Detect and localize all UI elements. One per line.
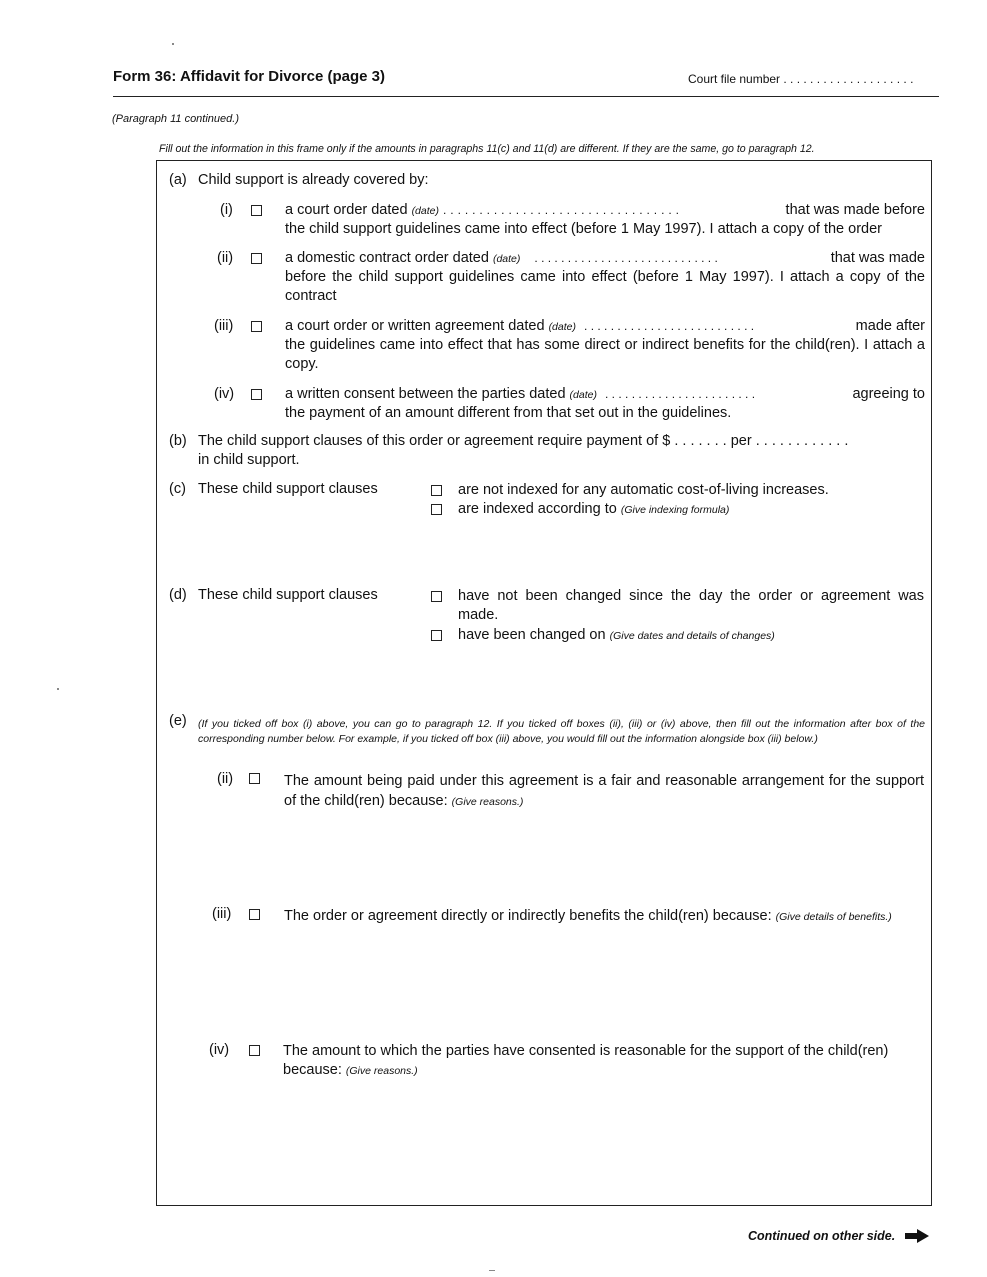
item-e-iii-text bbox=[284, 906, 926, 927]
section-b-line2: in child support. bbox=[198, 452, 300, 468]
item-a-iv-rest: the payment of an amount different from that set out in the guidelines. bbox=[285, 405, 732, 421]
item-a-i-text-end: that was made before bbox=[785, 202, 925, 218]
date-hint: (date) bbox=[548, 321, 576, 333]
information-frame bbox=[156, 160, 932, 1206]
item-e-ii-text bbox=[284, 771, 924, 812]
changes-details-field[interactable] bbox=[458, 649, 923, 709]
date-fill-line[interactable]: . . . . . . . . . . . . . . . . . . . . . . . . . . . . bbox=[534, 251, 718, 265]
give-reasons-hint: (Give reasons.) bbox=[345, 1065, 418, 1077]
not-indexed-option: are not indexed for any automatic cost-of-living increases. bbox=[458, 482, 829, 498]
item-e-ii-statement: The amount being paid under this agreement is a fair and reasonable arrangement for the support of the child(ren) because: bbox=[284, 773, 924, 809]
item-a-iv-checkbox[interactable] bbox=[251, 389, 262, 400]
item-a-i-rest: the child support guidelines came into effect (before 1 May 1997). I attach a copy of the order bbox=[285, 221, 882, 237]
continued-on-other-side: Continued on other side. bbox=[748, 1229, 896, 1243]
indexed-checkbox[interactable] bbox=[431, 504, 442, 515]
item-e-ii-number: (ii) bbox=[217, 771, 234, 787]
item-e-iv-reasons-field[interactable] bbox=[283, 1086, 923, 1186]
section-a-label: (a) bbox=[169, 172, 187, 188]
date-hint: (date) bbox=[569, 389, 597, 401]
changed-option bbox=[458, 626, 928, 646]
date-hint: (date) bbox=[411, 205, 439, 217]
indexing-formula-field[interactable] bbox=[458, 523, 923, 578]
item-e-iv-number: (iv) bbox=[209, 1042, 230, 1058]
item-a-i-text: a court order dated bbox=[285, 202, 408, 218]
item-a-i-line1 bbox=[285, 201, 925, 221]
item-e-iii-number: (iii) bbox=[212, 906, 232, 922]
not-changed-checkbox[interactable] bbox=[431, 591, 442, 602]
scan-speck bbox=[489, 1270, 495, 1271]
item-e-ii-reasons-field[interactable] bbox=[284, 816, 924, 896]
not-changed-option: have not been changed since the day the order or agreement was made. bbox=[458, 588, 924, 623]
section-a-intro: Child support is already covered by: bbox=[198, 172, 429, 188]
frame-instruction: Fill out the information in this frame only if the amounts in paragraphs 11(c) and 11(d) are different. If they are the same, go to paragraph 12. bbox=[159, 143, 815, 155]
indexed-option-text: are indexed according to bbox=[458, 501, 617, 517]
scan-speck bbox=[57, 688, 59, 690]
date-fill-line[interactable]: . . . . . . . . . . . . . . . . . . . . . . . bbox=[605, 387, 756, 401]
item-a-iv-text-end: agreeing to bbox=[852, 386, 925, 402]
changes-details-hint: (Give dates and details of changes) bbox=[609, 630, 775, 642]
changed-option-text: have been changed on bbox=[458, 627, 606, 643]
indexing-formula-hint: (Give indexing formula) bbox=[620, 504, 730, 516]
item-a-iii-checkbox[interactable] bbox=[251, 321, 262, 332]
court-file-number-label: Court file number . . . . . . . . . . . . . . . . . . . . bbox=[688, 72, 914, 86]
item-a-i-checkbox[interactable] bbox=[251, 205, 262, 216]
section-e-instruction: (If you ticked off box (i) above, you can go to paragraph 12. If you ticked off boxes (ii), (iii) or (iv) above, then fill out the information after box of the corresponding number below. For example, if you ticked off box (iii) above, you would fill out the information alongside box (iii) below.) bbox=[198, 718, 925, 745]
item-e-iv-text bbox=[283, 1042, 925, 1081]
item-e-ii-checkbox[interactable] bbox=[249, 773, 260, 784]
item-e-iv-statement: The amount to which the parties have consented is reasonable for the support of the child(ren) because: bbox=[283, 1043, 889, 1078]
item-a-iii-text: a court order or written agreement dated bbox=[285, 318, 545, 334]
item-a-i-number: (i) bbox=[220, 202, 233, 218]
item-a-ii-number: (ii) bbox=[217, 250, 234, 266]
item-a-iv-text: a written consent between the parties dated bbox=[285, 386, 566, 402]
section-d-text: These child support clauses bbox=[198, 587, 378, 603]
not-indexed-checkbox[interactable] bbox=[431, 485, 442, 496]
section-b-label: (b) bbox=[169, 433, 187, 449]
item-a-iii-rest: the guidelines came into effect that has some direct or indirect benefits for the child(ren). I attach a copy. bbox=[285, 337, 925, 372]
indexed-option bbox=[458, 500, 928, 520]
section-c-label: (c) bbox=[169, 481, 186, 497]
item-a-iii-text-end: made after bbox=[855, 318, 925, 334]
item-a-ii-rest: before the child support guidelines came into effect (before 1 May 1997). I attach a copy of the contract bbox=[285, 269, 925, 304]
form-title: Form 36: Affidavit for Divorce (page 3) bbox=[113, 68, 385, 85]
item-a-iv-line1 bbox=[285, 385, 925, 405]
continued-note: (Paragraph 11 continued.) bbox=[112, 113, 239, 125]
date-hint: (date) bbox=[492, 253, 521, 265]
section-d-label: (d) bbox=[169, 587, 187, 603]
scan-speck bbox=[172, 43, 174, 45]
changed-checkbox[interactable] bbox=[431, 630, 442, 641]
date-fill-line[interactable]: . . . . . . . . . . . . . . . . . . . . . . . . . . . . . . . . . bbox=[443, 203, 680, 217]
item-e-iv-checkbox[interactable] bbox=[249, 1045, 260, 1056]
give-reasons-hint: (Give reasons.) bbox=[451, 796, 524, 808]
item-e-iii-details-field[interactable] bbox=[284, 951, 924, 1031]
header-divider bbox=[113, 96, 939, 97]
item-a-iii-line1 bbox=[285, 317, 925, 337]
item-e-iii-statement: The order or agreement directly or indirectly benefits the child(ren) because: bbox=[284, 908, 772, 924]
date-fill-line[interactable]: . . . . . . . . . . . . . . . . . . . . . . . . . . bbox=[584, 319, 755, 333]
section-e-label: (e) bbox=[169, 713, 187, 729]
give-details-hint: (Give details of benefits.) bbox=[775, 911, 892, 923]
item-a-ii-text-end: that was made bbox=[830, 250, 925, 266]
section-c-text: These child support clauses bbox=[198, 481, 378, 497]
item-a-ii-line1 bbox=[285, 249, 925, 269]
item-e-iii-checkbox[interactable] bbox=[249, 909, 260, 920]
section-b-line1: The child support clauses of this order or agreement require payment of $ . . . . . . . per . . . . . . . . . . . . bbox=[198, 433, 849, 449]
item-a-iv-number: (iv) bbox=[214, 386, 235, 402]
item-a-iii-number: (iii) bbox=[214, 318, 234, 334]
item-a-ii-checkbox[interactable] bbox=[251, 253, 262, 264]
item-a-ii-text: a domestic contract order dated bbox=[285, 250, 489, 266]
right-arrow-icon bbox=[905, 1229, 929, 1243]
